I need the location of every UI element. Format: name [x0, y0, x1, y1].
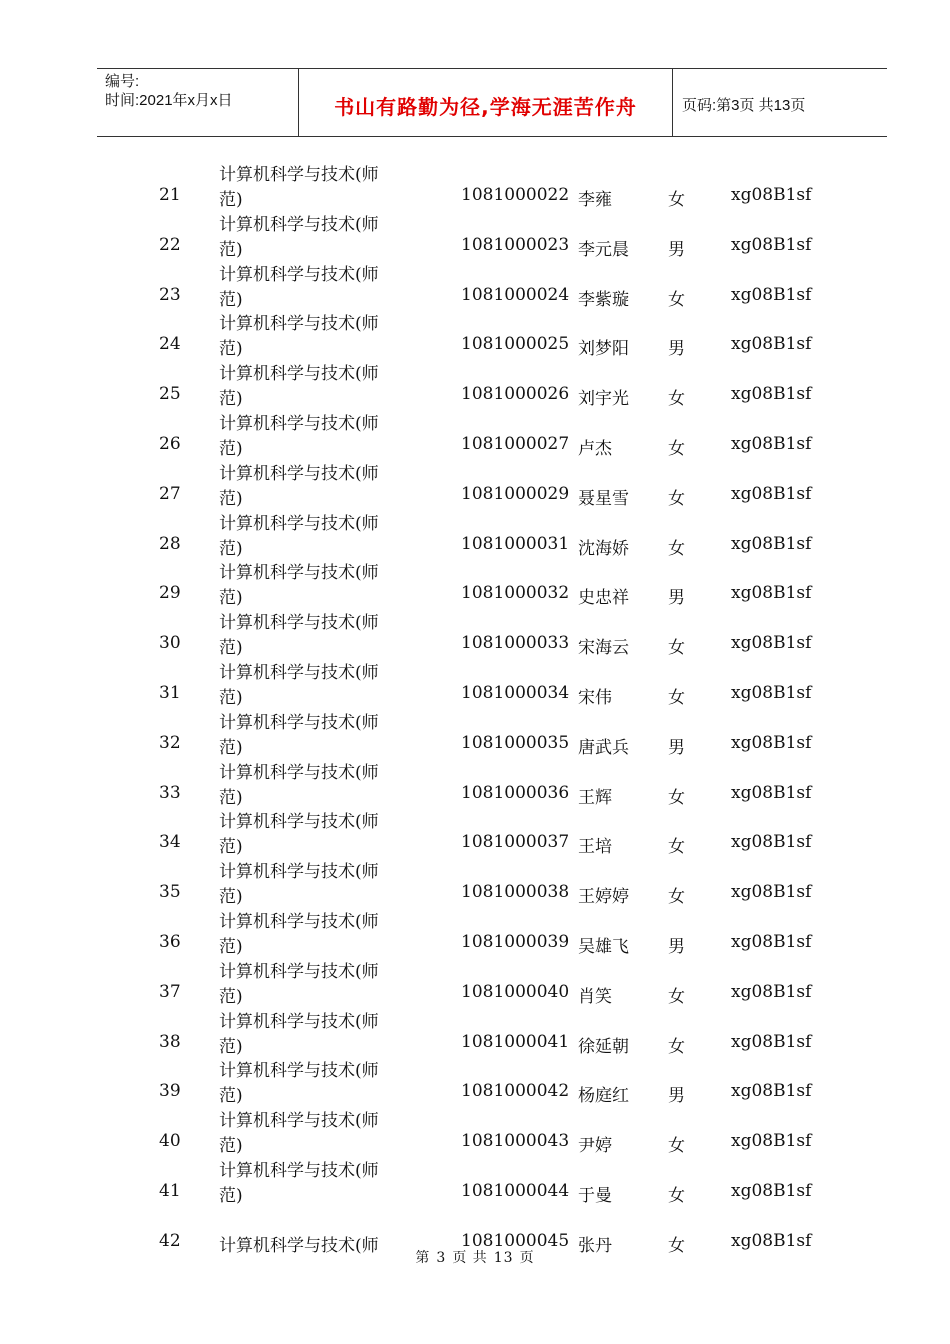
row-number: 38	[159, 1031, 181, 1052]
class-code: xg08B1sf	[731, 932, 812, 952]
major-line2: 范)	[219, 339, 243, 360]
class-code: xg08B1sf	[731, 1230, 812, 1251]
major-line1: 计算机科学与技术(师	[219, 364, 379, 385]
major-line1: 计算机科学与技术(师	[219, 264, 379, 285]
major-line1: 计算机科学与技术(师	[219, 912, 379, 932]
major-line1: 计算机科学与技术(师	[219, 663, 379, 683]
major-line2: 范)	[219, 1036, 243, 1057]
table-row	[0, 160, 950, 210]
header-divider-right	[672, 69, 673, 136]
table-row	[0, 608, 950, 658]
student-name: 李雍	[578, 190, 612, 210]
student-id: 1081000037	[461, 832, 570, 853]
student-gender: 女	[668, 1186, 685, 1206]
student-name: 徐延朝	[578, 1036, 629, 1057]
major-line2: 范)	[219, 937, 243, 957]
major-line2: 范)	[219, 1186, 243, 1206]
table-row	[0, 658, 950, 708]
student-id: 1081000038	[461, 882, 570, 903]
class-code: xg08B1sf	[731, 434, 812, 454]
class-code: xg08B1sf	[731, 782, 812, 803]
student-id: 1081000044	[461, 1181, 570, 1201]
row-number: 39	[159, 1081, 181, 1102]
header-meta	[105, 72, 233, 110]
table-row	[0, 210, 950, 260]
footer-suffix: 页	[519, 1250, 535, 1266]
major-line1: 计算机科学与技术(师	[219, 1235, 379, 1256]
row-number: 25	[159, 384, 181, 405]
student-gender: 女	[668, 986, 685, 1007]
major-line2: 范)	[219, 688, 243, 708]
major-line2: 范)	[219, 1086, 243, 1107]
major-line1: 计算机科学与技术(师	[219, 563, 379, 584]
major-line2: 范)	[219, 737, 243, 758]
student-id: 1081000033	[461, 633, 570, 654]
row-number: 37	[159, 981, 181, 1002]
row-number: 23	[159, 284, 181, 305]
student-gender: 女	[668, 837, 685, 858]
student-gender: 女	[668, 688, 685, 708]
student-id: 1081000040	[461, 981, 570, 1002]
student-gender: 男	[668, 588, 685, 609]
student-name: 张丹	[578, 1235, 612, 1256]
row-number: 41	[159, 1181, 181, 1201]
student-id: 1081000022	[461, 185, 570, 205]
class-code: xg08B1sf	[731, 1031, 812, 1052]
student-gender: 女	[668, 638, 685, 659]
footer-current-page: 3	[436, 1250, 447, 1266]
row-number: 24	[159, 334, 181, 355]
table-row	[0, 758, 950, 808]
table-row	[0, 1056, 950, 1106]
row-number: 28	[159, 533, 181, 554]
student-name: 王培	[578, 837, 612, 858]
student-gender: 男	[668, 239, 685, 260]
student-id: 1081000045	[461, 1230, 570, 1251]
major-line2: 范)	[219, 488, 243, 509]
footer-prefix: 第	[415, 1250, 431, 1266]
class-code: xg08B1sf	[731, 882, 812, 903]
major-line2: 范)	[219, 837, 243, 858]
student-name: 王婷婷	[578, 887, 629, 908]
student-gender: 女	[668, 1036, 685, 1057]
student-gender: 女	[668, 289, 685, 310]
major-line1: 计算机科学与技术(师	[219, 961, 379, 982]
table-row	[0, 857, 950, 907]
student-name: 宋海云	[578, 638, 629, 659]
student-id: 1081000025	[461, 334, 570, 355]
class-code: xg08B1sf	[731, 533, 812, 554]
row-number: 30	[159, 633, 181, 654]
student-name: 宋伟	[578, 688, 612, 708]
student-name: 李元晨	[578, 239, 629, 260]
major-line2: 范)	[219, 1136, 243, 1157]
major-line2: 范)	[219, 389, 243, 410]
table-row	[0, 807, 950, 857]
header-motto: 书山有路勤为径,学海无涯苦作舟	[334, 95, 637, 119]
major-line1: 计算机科学与技术(师	[219, 1061, 379, 1082]
class-code: xg08B1sf	[731, 234, 812, 255]
student-gender: 女	[668, 538, 685, 559]
student-id: 1081000034	[461, 683, 570, 703]
table-row	[0, 459, 950, 509]
major-line1: 计算机科学与技术(师	[219, 513, 379, 534]
student-id: 1081000023	[461, 234, 570, 255]
header-page-info: 页码:第3页 共13页	[682, 97, 806, 114]
class-code: xg08B1sf	[731, 384, 812, 405]
major-line1: 计算机科学与技术(师	[219, 613, 379, 634]
major-line2: 范)	[219, 239, 243, 260]
footer-total-pages: 13	[493, 1250, 514, 1266]
table-row	[0, 409, 950, 459]
major-line2: 范)	[219, 538, 243, 559]
student-id: 1081000041	[461, 1031, 570, 1052]
student-gender: 女	[668, 389, 685, 410]
student-name: 卢杰	[578, 439, 612, 459]
class-code: xg08B1sf	[731, 284, 812, 305]
table-row	[0, 1156, 950, 1206]
student-name: 尹婷	[578, 1136, 612, 1157]
major-line2: 范)	[219, 289, 243, 310]
student-gender: 男	[668, 1086, 685, 1107]
major-line1: 计算机科学与技术(师	[219, 165, 379, 185]
student-name: 李紫璇	[578, 289, 629, 310]
major-line1: 计算机科学与技术(师	[219, 314, 379, 335]
major-line1: 计算机科学与技术(师	[219, 463, 379, 484]
major-line1: 计算机科学与技术(师	[219, 1111, 379, 1132]
student-id: 1081000032	[461, 583, 570, 604]
major-line1: 计算机科学与技术(师	[219, 812, 379, 833]
major-line2: 范)	[219, 439, 243, 459]
major-line1: 计算机科学与技术(师	[219, 414, 379, 434]
table-row	[0, 957, 950, 1007]
table-row	[0, 1007, 950, 1057]
student-name: 刘宇光	[578, 389, 629, 410]
row-number: 27	[159, 483, 181, 504]
page-header	[97, 68, 887, 137]
row-number: 36	[159, 932, 181, 952]
row-number: 33	[159, 782, 181, 803]
table-row	[0, 558, 950, 608]
class-code: xg08B1sf	[731, 1181, 812, 1201]
student-gender: 男	[668, 737, 685, 758]
time-label: 时间:2021年x月x日	[105, 92, 233, 109]
student-name: 唐武兵	[578, 737, 629, 758]
student-gender: 男	[668, 339, 685, 360]
student-name: 王辉	[578, 787, 612, 808]
student-gender: 女	[668, 1136, 685, 1157]
student-name: 沈海娇	[578, 538, 629, 559]
student-name: 刘梦阳	[578, 339, 629, 360]
student-id: 1081000027	[461, 434, 570, 454]
table-row	[0, 509, 950, 559]
student-id: 1081000031	[461, 533, 570, 554]
table-row	[0, 359, 950, 409]
row-number: 21	[159, 185, 181, 205]
student-id: 1081000026	[461, 384, 570, 405]
student-name: 杨庭红	[578, 1086, 629, 1107]
class-code: xg08B1sf	[731, 483, 812, 504]
class-code: xg08B1sf	[731, 1131, 812, 1152]
student-gender: 女	[668, 787, 685, 808]
class-code: xg08B1sf	[731, 1081, 812, 1102]
table-row	[0, 708, 950, 758]
class-code: xg08B1sf	[731, 981, 812, 1002]
major-line1: 计算机科学与技术(师	[219, 862, 379, 883]
major-line2: 范)	[219, 887, 243, 908]
student-id: 1081000039	[461, 932, 570, 952]
class-code: xg08B1sf	[731, 732, 812, 753]
class-code: xg08B1sf	[731, 185, 812, 205]
code-label: 编号:	[105, 73, 140, 90]
footer-mid: 页 共	[452, 1250, 488, 1266]
class-code: xg08B1sf	[731, 683, 812, 703]
student-id: 1081000043	[461, 1131, 570, 1152]
row-number: 40	[159, 1131, 181, 1152]
student-gender: 女	[668, 439, 685, 459]
class-code: xg08B1sf	[731, 832, 812, 853]
row-number: 42	[159, 1230, 181, 1251]
class-code: xg08B1sf	[731, 334, 812, 355]
row-number: 31	[159, 683, 181, 703]
major-line2: 范)	[219, 986, 243, 1007]
major-line2: 范)	[219, 190, 243, 210]
major-line1: 计算机科学与技术(师	[219, 214, 379, 235]
student-name: 吴雄飞	[578, 937, 629, 957]
student-gender: 男	[668, 937, 685, 957]
major-line2: 范)	[219, 638, 243, 659]
class-code: xg08B1sf	[731, 633, 812, 654]
student-id: 1081000042	[461, 1081, 570, 1102]
major-line2: 范)	[219, 588, 243, 609]
row-number: 29	[159, 583, 181, 604]
table-row	[0, 260, 950, 310]
major-line1: 计算机科学与技术(师	[219, 1011, 379, 1032]
major-line1: 计算机科学与技术(师	[219, 712, 379, 733]
major-line2: 范)	[219, 787, 243, 808]
table-row	[0, 309, 950, 359]
student-name: 聂星雪	[578, 488, 629, 509]
row-number: 35	[159, 882, 181, 903]
student-id: 1081000024	[461, 284, 570, 305]
student-id: 1081000036	[461, 782, 570, 803]
student-name: 史忠祥	[578, 588, 629, 609]
class-code: xg08B1sf	[731, 583, 812, 604]
table-row	[0, 907, 950, 957]
student-gender: 女	[668, 1235, 685, 1256]
student-id: 1081000035	[461, 732, 570, 753]
row-number: 22	[159, 234, 181, 255]
student-gender: 女	[668, 887, 685, 908]
student-name: 于曼	[578, 1186, 612, 1206]
student-id: 1081000029	[461, 483, 570, 504]
row-number: 34	[159, 832, 181, 853]
table-row	[0, 1106, 950, 1156]
student-gender: 女	[668, 190, 685, 210]
major-line1: 计算机科学与技术(师	[219, 762, 379, 783]
major-line1: 计算机科学与技术(师	[219, 1161, 379, 1181]
row-number: 32	[159, 732, 181, 753]
page-footer	[0, 1247, 950, 1267]
student-name: 肖笑	[578, 986, 612, 1007]
student-gender: 女	[668, 488, 685, 509]
row-number: 26	[159, 434, 181, 454]
